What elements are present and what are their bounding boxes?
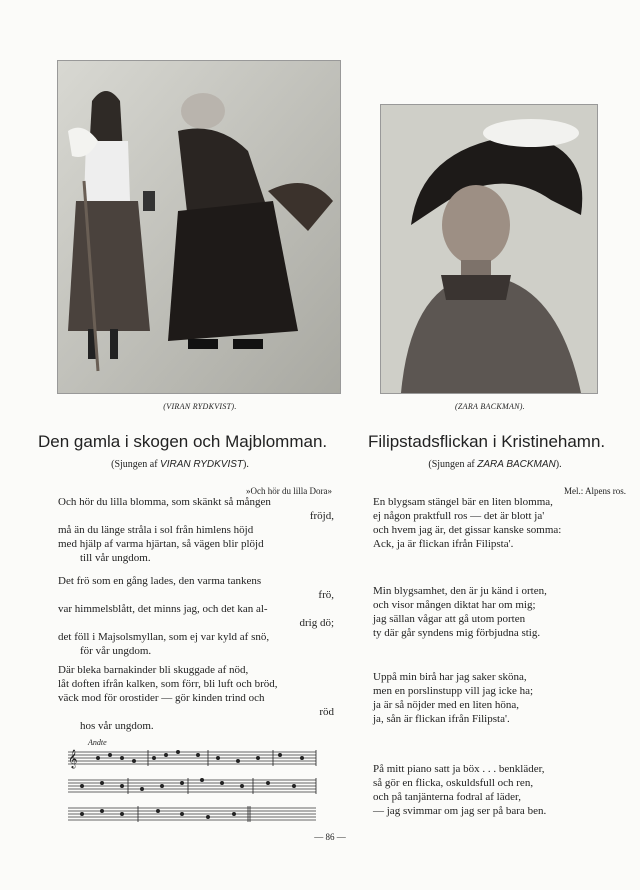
verse-line: ja, sån är flickan ifrån Filipsta'. — [373, 713, 510, 725]
verse-line: så gör en flicka, oskuldsfull och ren, — [373, 777, 534, 789]
verse-refrain: till vår ungdom. — [80, 552, 151, 564]
page-number: — 86 — — [314, 832, 346, 842]
right-sung-by — [395, 459, 595, 470]
verse-line: fröjd, — [309, 510, 334, 522]
verse-line: må än du länge stråla i sol från himlens höjd — [58, 524, 254, 536]
verse-line: med hjälp af varma hjärtan, så vägen blir plöjd — [58, 538, 264, 550]
left-verse-2 — [58, 574, 334, 658]
left-sung-by-prefix: (Sjungen af — [111, 459, 161, 470]
music-tempo-mark: Andte — [88, 738, 107, 747]
verse-line: På mitt piano satt ja böx . . . benkläder, — [373, 763, 545, 775]
verse-line: var himmelsblått, det minns jag, och det kan al- — [58, 603, 268, 615]
left-verse-1 — [58, 495, 334, 565]
right-verse-3 — [373, 670, 533, 726]
svg-text:𝄞: 𝄞 — [68, 749, 78, 768]
verse-line: Det frö som en gång lades, den varma tankens — [58, 575, 262, 587]
verse-line: det föll i Majsolsmyllan, som ej var kyld af snö, — [58, 631, 270, 643]
sheet-music — [58, 738, 318, 826]
left-title: Den gamla i skogen och Majblomman. — [38, 432, 328, 451]
left-singer-name: VIRAN RYDKVIST — [160, 459, 244, 470]
right-singer-name: ZARA BACKMAN — [477, 459, 556, 470]
verse-line: Min blygsamhet, den är ju känd i orten, — [373, 585, 547, 597]
verse-line: — jag svimmar om jag ser på bara ben. — [373, 805, 547, 817]
verse-line: väck mod för orostider — gör kinden trind och — [58, 692, 265, 704]
verse-line: och hvem jag är, det gissar kanske somma: — [373, 524, 562, 536]
verse-refrain: hos vår ungdom. — [80, 720, 154, 732]
right-sung-by-suffix: ). — [555, 459, 562, 470]
left-sung-by — [80, 459, 280, 470]
verse-line: drig dö; — [299, 617, 334, 629]
right-photo-caption: (ZARA BACKMAN). — [454, 402, 526, 411]
verse-line: Uppå min birå har jag saker sköna, — [373, 671, 527, 683]
left-photo-caption: (VIRAN RYDKVIST). — [163, 402, 237, 411]
verse-line: Och hör du lilla blomma, som skänkt så mången — [58, 496, 271, 508]
photo-illustration — [58, 61, 340, 393]
right-title: Filipstadsflickan i Kristinehamn. — [368, 432, 606, 451]
verse-line: jag sällan vågar att gå utom porten — [373, 613, 526, 625]
left-melody: »Och hör du lilla Dora» — [246, 486, 332, 496]
left-verse-3 — [58, 663, 334, 733]
right-verse-2 — [373, 584, 547, 640]
right-melody: Mel.: Alpens ros. — [564, 486, 626, 496]
verse-line: låt doften ifrån kalken, som förr, bli luft och bröd, — [58, 678, 278, 690]
photo-woman-hat — [380, 104, 598, 394]
right-verse-1 — [373, 495, 561, 551]
photo-two-women — [57, 60, 341, 394]
photo-portrait — [381, 105, 597, 393]
verse-line: Där bleka barnakinder bli skuggade af nöd, — [58, 664, 249, 676]
verse-line: ja är så nöjder med en liten höna, — [373, 699, 520, 711]
right-sung-by-prefix: (Sjungen af — [428, 459, 478, 470]
verse-line: Ack, ja är flickan ifrån Filipsta'. — [373, 538, 514, 550]
verse-line: ej någon praktfull ros — det är blott ja' — [373, 510, 545, 522]
verse-line: röd — [319, 706, 334, 718]
music-staves — [58, 738, 318, 826]
verse-line: ty där går syndens mig förbjudna stig. — [373, 627, 541, 639]
verse-line: frö, — [318, 589, 334, 601]
verse-line: och visor mången diktat har om mig; — [373, 599, 536, 611]
verse-line: men en porslinstupp vill jag icke ha; — [373, 685, 534, 697]
verse-refrain: för vår ungdom. — [80, 645, 152, 657]
verse-line: och på tanjänterna fodral af läder, — [373, 791, 521, 803]
verse-line: En blygsam stängel bär en liten blomma, — [373, 496, 553, 508]
right-verse-4 — [373, 762, 546, 818]
left-sung-by-suffix: ). — [243, 459, 249, 470]
